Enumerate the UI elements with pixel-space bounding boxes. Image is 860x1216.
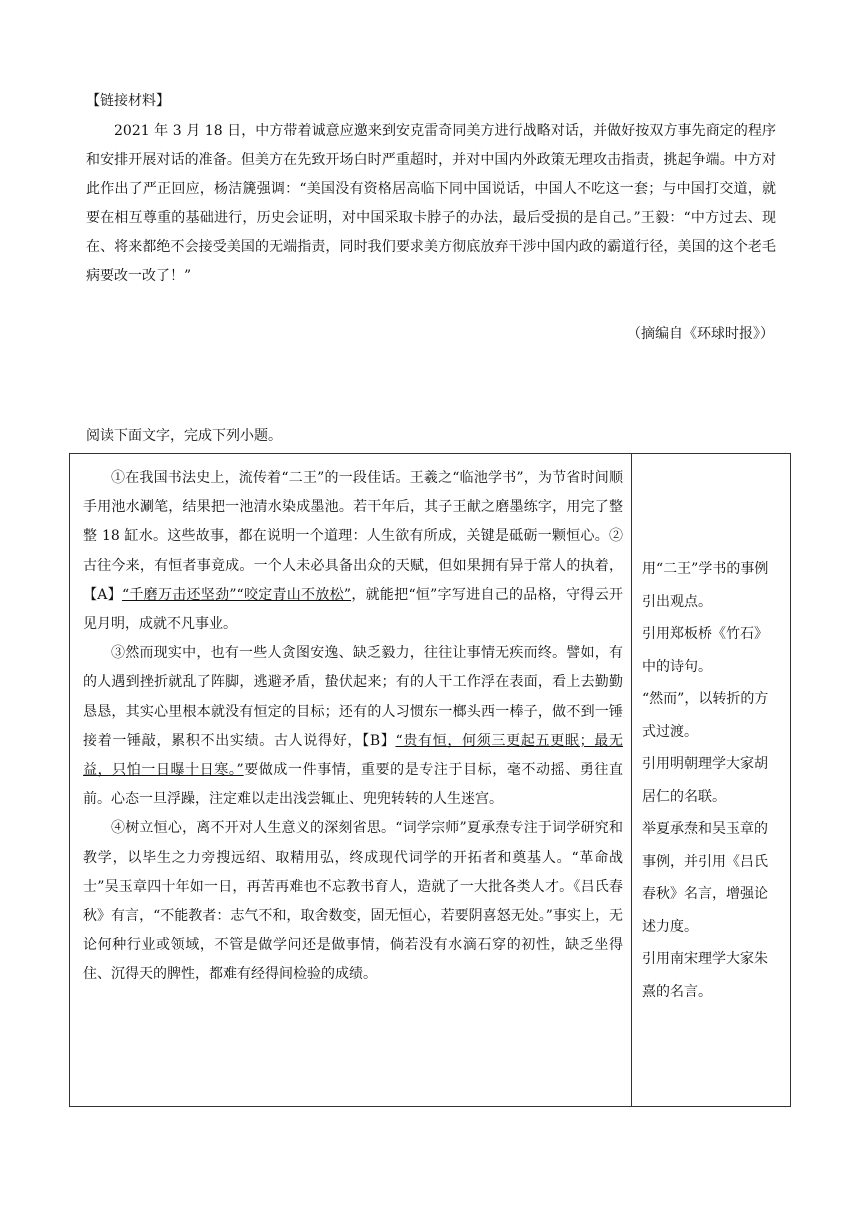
- note-line: 居仁的名联。: [642, 788, 726, 805]
- note-line: 引用郑板桥《竹石》: [642, 626, 768, 642]
- note-line: “然而”，以转折的方: [642, 691, 769, 707]
- article-text: 要做成一件事情，重要的是专注于目标，毫不动摇、勇往直前。心态一旦浮躁，注定难以走出浅尝辄止、兜兜转转的人生迷宫。: [83, 762, 623, 808]
- underlined-quote-a: “千磨万击还坚劲”“咬定青山不放松”: [121, 586, 352, 603]
- note-line: 引出观点。: [642, 593, 712, 610]
- reading-prompt: 阅读下面文字，完成下列小题。: [86, 428, 282, 444]
- note-line: 熹的名言。: [642, 983, 712, 1000]
- article-table: [69, 453, 791, 1107]
- note-line: 中的诗句。: [642, 658, 712, 675]
- article-column: [83, 464, 623, 990]
- note-line: 事例，并引用《吕氏: [642, 853, 768, 870]
- article-text: ③然而现实中，也有一些人贪图安逸、缺乏毅力，往往让事情无疾而终。譬如，有的人遇到挫折就乱了阵脚，逃避矛盾，蛰伏起来；有的人干工作浮在表面，看上去勤勤恳恳，其实心里根本就没有恒定的目标；还有的人习惯东一榔头西一棒子，做不到一锤接着一锤敲，累积不出实绩。古人说得好，: [83, 645, 623, 749]
- article-text: ①在我国书法史上，流传着“二王”的一段佳话。王羲之“临池学书”，为节省时间顺手用池水涮笔，结果把一池清水染成墨池。若干年后，其子王献之磨墨练字，用完了整整 18 缸水。这些故事，都在说明一个道理：人生欲有所成，关键是砥砺一颗恒心。②古往今来，有恒者事竟成。一个人未必具备出众的天赋，但如果拥有异于常人的执着，: [83, 470, 623, 574]
- note-line: 述力度。: [642, 918, 698, 935]
- underlined-quote-b: “贵有恒，何须三更起五更眠；最无益，只怕一日曝十日寒。”: [83, 732, 623, 779]
- article-text: ，就能把“恒”字写进自己的品格，守得云开见月明，成就不凡事业。: [83, 586, 623, 633]
- mark-b: 【B】: [362, 732, 396, 749]
- note-line: 用“二王”学书的事例: [642, 561, 769, 577]
- link-material-title: 【链接材料】: [86, 93, 170, 109]
- article-paragraph-1: [83, 464, 623, 639]
- note-line: 春秋》名言，增强论: [642, 886, 768, 902]
- mark-a: 【A】: [83, 586, 122, 603]
- link-material-paragraph: 2021 年 3 月 18 日，中方带着诚意应邀来到安克雷奇同美方进行战略对话，并做好按双方事先商定的程序和安排开展对话的准备。但美方在先致开场白时严重超时，并对中国内外政策无理攻击指责，挑起争端。中方对此作出了严正回应，杨洁篪强调：“美国没有资格居高临下同中国说话，中国人不吃这一套；与中国打交道，就要在相互尊重的基础进行，历史会证明，对中国采取卡脖子的办法，最后受损的是自己。”王毅：“中方过去、现在、将来都绝不会接受美国的无端指责，同时我们要求美方彻底放弃干涉中国内政的霸道行径，美国的这个老毛病要改一改了！”: [86, 123, 776, 284]
- note-line: 引用明朝理学大家胡: [642, 756, 768, 772]
- column-divider: [631, 454, 632, 1106]
- article-paragraph-3: ④树立恒心，离不开对人生意义的深刻省思。“词学宗师”夏承焘专注于词学研究和教学，以毕生之力旁搜远绍、取精用弘，终成现代词学的开拓者和奠基人。“革命战士”吴玉章四十年如一日，再苦再难也不忘教书育人，造就了一大批各类人才。《吕氏春秋》有言，“不能教者：志气不和，取舍数变，固无恒心，若要阴喜怒无处。”事实上，无论何种行业或领域，不管是做学问还是做事情，倘若没有水滴石穿的初性，缺乏坐得住、沉得天的脾性，都难有经得间检验的成绩。: [83, 820, 623, 983]
- article-paragraph-2: [83, 639, 623, 814]
- source-citation: （摘编自《环球时报》）: [627, 326, 774, 342]
- note-line: 举夏承焘和吴玉章的: [642, 821, 768, 837]
- notes-column: [642, 553, 782, 1008]
- note-line: 式过渡。: [642, 723, 698, 740]
- note-line: 引用南宋理学大家朱: [642, 951, 768, 967]
